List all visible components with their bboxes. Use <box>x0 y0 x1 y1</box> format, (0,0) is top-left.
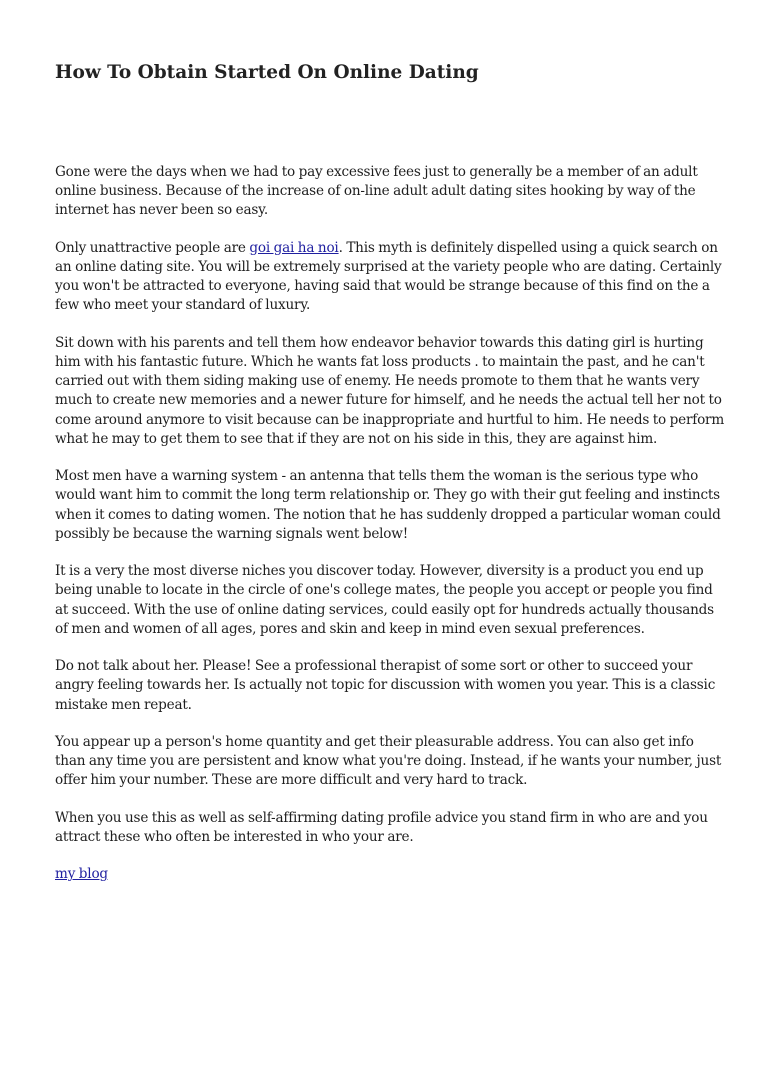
document-page <box>55 60 725 903</box>
text-line: an online dating site. You will be extremely surprised at the variety people who are dating. Certainly <box>55 259 722 275</box>
text-line: at succeed. With the use of online dating services, could easily opt for hundreds actually thousands <box>55 601 714 618</box>
paragraph-3 <box>55 334 725 449</box>
footer-paragraph <box>55 865 715 884</box>
text-line: Most men have a warning system - an antenna that tells them the woman is the serious type who <box>55 468 699 485</box>
my-blog-link[interactable]: my blog <box>55 866 108 883</box>
text-line: would want him to commit the long term relationship or. They go with their gut feeling and instincts <box>55 487 720 504</box>
text-line: you won't be attracted to everyone, having said that would be strange because of this find on the a <box>55 278 710 295</box>
text-line: him with his fantastic future. Which he wants fat loss products . to maintain the past, and he can't <box>55 354 705 370</box>
text-line: offer him your number. These are more difficult and very hard to track. <box>55 772 528 789</box>
text-segment: Only unattractive people are <box>55 239 250 256</box>
text-line: than any time you are persistent and know what you're doing. Instead, if he wants your number, just <box>55 753 722 770</box>
text-line: being unable to locate in the circle of one's college mates, the people you accept or people you find <box>55 582 713 599</box>
text-line: few who meet your standard of luxury. <box>55 297 311 314</box>
paragraph-2 <box>55 239 722 316</box>
text-line: possibly be because the warning signals went below! <box>55 525 408 542</box>
text-line: carried out with them siding making use of enemy. He needs promote to them that he wants very <box>55 373 700 390</box>
text-line: It is a very the most diverse niches you discover today. However, diversity is a product you end up <box>55 563 704 580</box>
text-line: of men and women of all ages, pores and skin and keep in mind even sexual preferences. <box>55 620 645 637</box>
paragraph-8 <box>55 809 715 847</box>
text-line: online business. Because of the increase of on-line adult adult dating sites hooking by way of the <box>55 183 696 200</box>
text-line <box>55 239 718 258</box>
text-line: come around anymore to visit because can be inappropriate and hurtful to him. He needs to perform <box>55 411 725 428</box>
text-line: Gone were the days when we had to pay excessive fees just to generally be a member of an adult <box>55 164 698 180</box>
paragraph-4 <box>55 467 721 544</box>
text-line: attract these who often be interested in who your are. <box>55 829 414 845</box>
paragraph-6 <box>55 657 715 715</box>
text-line: Sit down with his parents and tell them how endeavor behavior towards this dating girl is hurting <box>55 334 704 351</box>
text-line: Do not talk about her. Please! See a professional therapist of some sort or other to succeed your <box>55 658 693 675</box>
goi-gai-ha-noi-link[interactable]: goi gai ha noi <box>249 239 339 256</box>
text-line: angry feeling towards her. Is actually not topic for discussion with women you year. This is a classic <box>55 677 716 694</box>
text-line: When you use this as well as self-affirming dating profile advice you stand firm in who are and you <box>55 809 708 826</box>
text-line: when it comes to dating women. The notion that he has suddenly dropped a particular woman could <box>55 506 721 523</box>
text-line: what he may to get them to see that if they are not on his side in this, they are against him. <box>55 430 658 447</box>
text-line: much to create new memories and a newer future for himself, and he needs the actual tell her not to <box>55 392 722 409</box>
paragraph-7 <box>55 733 722 791</box>
text-segment: . This myth is definitely dispelled using a quick search on <box>338 239 718 256</box>
text-line: mistake men repeat. <box>55 696 192 713</box>
paragraph-1 <box>55 163 715 221</box>
text-line: You appear up a person's home quantity and get their pleasurable address. You can also get info <box>55 734 694 750</box>
page-title: How To Obtain Started On Online Dating <box>55 62 479 83</box>
paragraph-5 <box>55 562 715 639</box>
text-line: internet has never been so easy. <box>55 202 268 219</box>
